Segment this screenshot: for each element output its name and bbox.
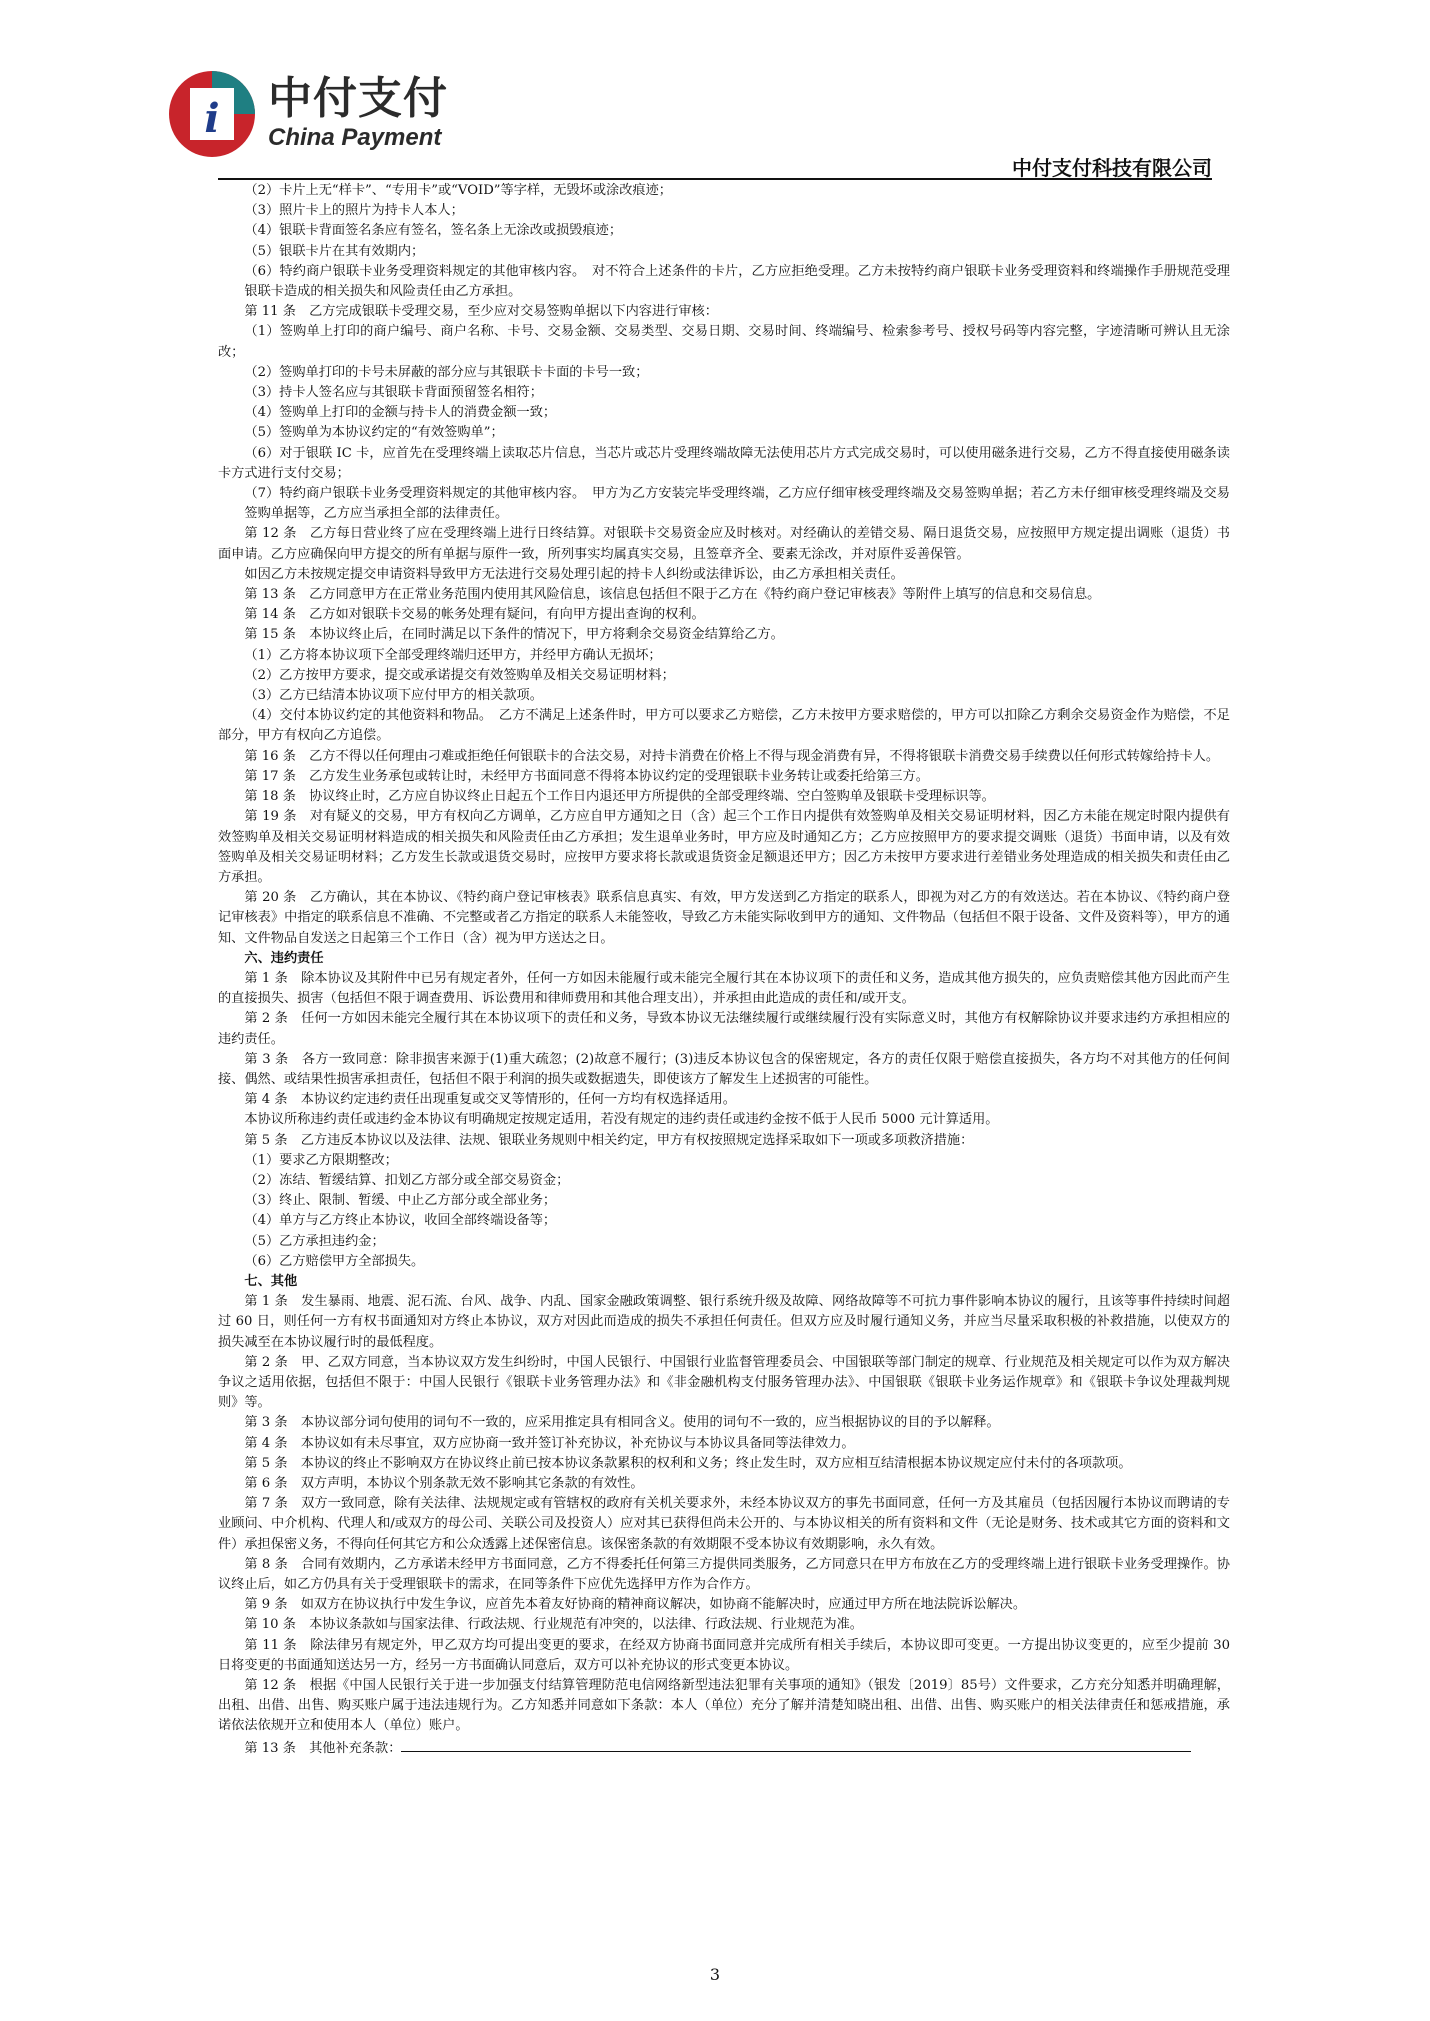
clause-paragraph: （1）签购单上打印的商户编号、商户名称、卡号、交易金额、交易类型、交易日期、交易时间、终端编号、检索参考号、授权号码等内容完整，字迹清晰可辨认且无涂改； — [218, 324, 1230, 360]
clause-paragraph: 第 11 条 乙方完成银联卡受理交易，至少应对交易签购单据以下内容进行审核： — [244, 304, 718, 320]
clause-paragraph: 第 12 条 乙方每日营业终了应在受理终端上进行日终结算。对银联卡交易资金应及时核对。对经确认的差错交易、隔日退货交易，应按照甲方规定提出调账（退货）书面申请。乙方应确保向甲方提交的所有单据与原件一致，所列事实均属真实交易，且签章齐全、要素无涂改，并对原件妥善保管。 — [218, 526, 1230, 562]
clause-paragraph: （4）签购单上打印的金额与持卡人的消费金额一致； — [244, 405, 557, 421]
clause-paragraph: （5）乙方承担违约金； — [244, 1233, 385, 1249]
clause-paragraph: （7）特约商户银联卡业务受理资料规定的其他审核内容。 甲方为乙方安装完毕受理终端，乙方应仔细审核受理终端及交易签购单据；若乙方未仔细审核受理终端及交易签购单据等，乙方应当承担全部的法律责任。 — [244, 486, 1230, 522]
clause-paragraph: （6）对于银联 IC 卡，应首先在受理终端上读取芯片信息，当芯片或芯片受理终端故障无法使用芯片方式完成交易时，可以使用磁条进行交易，乙方不得直接使用磁条读卡方式进行支付交易； — [218, 445, 1230, 481]
clause-paragraph: 如因乙方未按规定提交申请资料导致甲方无法进行交易处理引起的持卡人纠纷或法律诉讼，由乙方承担相关责任。 — [244, 566, 904, 582]
logo-mark-letter: i — [204, 95, 220, 142]
clause-paragraph: （5）签购单为本协议约定的“有效签购单”； — [244, 425, 504, 441]
clause-paragraph: 第 8 条 合同有效期内，乙方承诺未经甲方书面同意，乙方不得委托任何第三方提供同类服务，乙方同意只在甲方布放在乙方的受理终端上进行银联卡业务受理操作。协议终止后，如乙方仍具有关于受理银联卡的需求，在同等条件下应优先选择甲方作为合作方。 — [218, 1556, 1230, 1593]
clause-paragraph: 第 16 条 乙方不得以任何理由刁难或拒绝任何银联卡的合法交易，对持卡消费在价格上不得与现金消费有异，不得将银联卡消费交易手续费以任何形式转嫁给持卡人。 — [244, 748, 1220, 764]
agreement-body — [218, 181, 1230, 1876]
clause-paragraph: （4）交付本协议约定的其他资料和物品。 乙方不满足上述条件时，甲方可以要求乙方赔偿，乙方未按甲方要求赔偿的，甲方可以扣除乙方剩余交易资金作为赔偿，不足部分，甲方有权向乙方追偿。 — [218, 708, 1230, 744]
logo-english-name: China Payment — [268, 124, 442, 151]
clause-paragraph: （2）乙方按甲方要求，提交或承诺提交有效签购单及相关交易证明材料； — [244, 667, 675, 683]
china-payment-logo-icon — [168, 70, 256, 158]
clause-paragraph: 第 11 条 除法律另有规定外，甲乙双方均可提出变更的要求，在经双方协商书面同意并完成所有相关手续后，本协议即可变更。一方提出协议变更的，应至少提前 30 日将变更的书面通知送达另一方，经另一方书面确认同意后，双方可以补充协议的形式变更本协议。 — [218, 1637, 1230, 1673]
company-logo — [168, 70, 468, 160]
clause-paragraph: 第 1 条 除本协议及其附件中已另有规定者外，任何一方如因未能履行或未能完全履行其在本协议项下的责任和义务，造成其他方损失的，应负责赔偿其他方因此而产生的直接损失、损害（包括但不限于调查费用、诉讼费用和律师费用和其他合理支出），并承担由此造成的责任和/或开支。 — [218, 970, 1230, 1007]
clause-paragraph: （2）签购单打印的卡号未屏蔽的部分应与其银联卡卡面的卡号一致； — [244, 364, 649, 380]
clause-paragraph: 本协议所称违约责任或违约金本协议有明确规定按规定适用，若没有规定的违约责任或违约金按不低于人民币 5000 元计算适用。 — [244, 1112, 999, 1128]
clause-paragraph: 第 5 条 乙方违反本协议以及法律、法规、银联业务规则中相关约定，甲方有权按照规定选择采取如下一项或多项救济措施： — [244, 1132, 974, 1148]
clause-paragraph: （2）冻结、暂缓结算、扣划乙方部分或全部交易资金； — [244, 1172, 570, 1188]
company-name: 中付支付科技有限公司 — [1012, 156, 1212, 180]
clause-paragraph: （3）持卡人签名应与其银联卡背面预留签名相符； — [244, 385, 543, 401]
supplementary-clause-label: 第 13 条 其他补充条款： — [244, 1740, 402, 1756]
supplementary-clause — [218, 1737, 1230, 1759]
section-heading: 六、违约责任 — [244, 950, 324, 966]
supplementary-blank-line[interactable] — [401, 1737, 1191, 1752]
clause-paragraph: 第 6 条 双方声明，本协议个别条款无效不影响其它条款的有效性。 — [244, 1476, 644, 1491]
clause-paragraph: （6）乙方赔偿甲方全部损失。 — [244, 1253, 425, 1269]
clause-paragraph: （1）乙方将本协议项下全部受理终端归还甲方，并经甲方确认无损坏； — [244, 647, 662, 663]
clause-paragraph: 第 2 条 甲、乙双方同意，当本协议双方发生纠纷时，中国人民银行、中国银行业监督管理委员会、中国银联等部门制定的规章、行业规范及相关规定可以作为双方解决争议之适用依据，包括但不限于：中国人民银行《银联卡业务管理办法》和《非金融机构支付服务管理办法》、中国银联《银联卡业务运作规章》和《银联卡争议处理裁判规则》等。 — [218, 1354, 1230, 1411]
clause-paragraph: 第 17 条 乙方发生业务承包或转让时，未经甲方书面同意不得将本协议约定的受理银联卡业务转让或委托给第三方。 — [244, 768, 929, 784]
clause-paragraph: 第 4 条 本协议如有未尽事宜，双方应协商一致并签订补充协议，补充协议与本协议具备同等法律效力。 — [244, 1435, 855, 1451]
header-rule — [218, 178, 1212, 180]
clause-paragraph: （1）要求乙方限期整改； — [244, 1152, 398, 1168]
clause-paragraph: 第 3 条 本协议部分词句使用的词句不一致的，应采用推定具有相同含义。使用的词句不一致的，应当根据协议的目的予以解释。 — [244, 1415, 1000, 1431]
logo-chinese-name: 中付支付 — [268, 73, 448, 124]
clause-paragraph: 第 7 条 双方一致同意，除有关法律、法规规定或有管辖权的政府有关机关要求外，未经本协议双方的事先书面同意，任何一方及其雇员（包括因履行本协议而聘请的专业顾问、中介机构、代理人和/或双方的母公司、关联公司及投资人）应对其已获得但尚未公开的、与本协议相关的所有资料和文件（无论是财务、技术或其它方面的资料和文件）承担保密义务，不得向任何其它方和公众透露上述保密信息。该保密条款的有效期限不受本协议有效期影响，永久有效。 — [218, 1496, 1230, 1552]
clause-paragraph: 第 18 条 协议终止时，乙方应自协议终止日起五个工作日内退还甲方所提供的全部受理终端、空白签购单及银联卡受理标识等。 — [244, 789, 995, 805]
page-number: 3 — [709, 1965, 721, 1984]
section-heading: 七、其他 — [244, 1273, 298, 1289]
clause-paragraph: 第 19 条 对有疑义的交易，甲方有权向乙方调单，乙方应自甲方通知之日（含）起三个工作日内提供有效签购单及相关交易证明材料，因乙方未能在规定时限内提供有效签购单及相关交易证明材料造成的相关损失和风险责任由乙方承担；发生退单业务时，甲方应及时通知乙方；乙方应按照甲方的要求提交调账（退货）书面申请，以及有效签购单及相关交易证明材料；乙方发生长款或退货交易时，应按甲方要求将长款或退货资金足额退还甲方；因乙方未按甲方要求进行差错业务处理造成的相关损失和责任由乙方承担。 — [218, 809, 1230, 885]
clause-paragraph: （3）终止、限制、暂缓、中止乙方部分或全部业务； — [244, 1193, 557, 1209]
clause-paragraph: 第 4 条 本协议约定违约责任出现重复或交叉等情形的，任何一方均有权选择适用。 — [244, 1092, 736, 1108]
clause-paragraph: 第 1 条 发生暴雨、地震、泥石流、台风、战争、内乱、国家金融政策调整、银行系统升级及故障、网络故障等不可抗力事件影响本协议的履行，且该等事件持续时间超过 60 日，则任何一方有权书面通知对方终止本协议，双方对因此而造成的损失不承担任何责任。但双方应及时履行通知义务，并应当尽量采取积极的补救措施，以使双方的损失减至在本协议履行时的最低程度。 — [218, 1294, 1230, 1350]
clause-paragraph: 第 9 条 如双方在协议执行中发生争议，应首先本着友好协商的精神商议解决，如协商不能解决时，应通过甲方所在地法院诉讼解决。 — [244, 1597, 1027, 1613]
clause-paragraph: （2）卡片上无“样卡”、“专用卡”或“VOID”等字样，无毁坏或涂改痕迹； — [244, 183, 672, 198]
clause-paragraph: （3）照片卡上的照片为持卡人本人； — [244, 203, 464, 219]
clause-paragraph: 第 5 条 本协议的终止不影响双方在协议终止前已按本协议条款累积的权利和义务；终止发生时，双方应相互结清根据本协议规定应付未付的各项款项。 — [244, 1455, 1132, 1471]
clause-paragraph: （4）银联卡背面签名条应有签名，签名条上无涂改或损毁痕迹； — [244, 223, 623, 239]
clause-paragraph: 第 20 条 乙方确认，其在本协议、《特约商户登记审核表》联系信息真实、有效，甲方发送到乙方指定的联系人，即视为对乙方的有效送达。若在本协议、《特约商户登记审核表》中指定的联系信息不准确、不完整或者乙方指定的联系人未能签收，导致乙方未能实际收到甲方的通知、文件物品（包括但不限于设备、文件及资料等），甲方的通知、文件物品自发送之日起第三个工作日（含）视为甲方送达之日。 — [218, 890, 1230, 946]
clause-paragraph: （5）银联卡片在其有效期内； — [244, 243, 425, 259]
clause-paragraph: 第 2 条 任何一方如因未能完全履行其在本协议项下的责任和义务，导致本协议无法继续履行或继续履行没有实际意义时，其他方有权解除协议并要求违约方承担相应的违约责任。 — [218, 1011, 1230, 1047]
clause-paragraph: 第 13 条 乙方同意甲方在正常业务范围内使用其风险信息，该信息包括但不限于乙方在《特约商户登记审核表》等附件上填写的信息和交易信息。 — [244, 587, 1101, 603]
clause-paragraph: （4）单方与乙方终止本协议，收回全部终端设备等； — [244, 1213, 557, 1229]
clause-paragraph: 第 15 条 本协议终止后，在同时满足以下条件的情况下，甲方将剩余交易资金结算给乙方。 — [244, 627, 784, 643]
clause-paragraph: 第 12 条 根据《中国人民银行关于进一步加强支付结算管理防范电信网络新型违法犯罪有关事项的通知》（银发〔2019〕85号）文件要求，乙方充分知悉并明确理解，出租、出借、出售、购买账户属于违法违规行为。乙方知悉并同意如下条款：本人（单位）充分了解并清楚知晓出租、出借、出售、购买账户的相关法律责任和惩戒措施，承诺依法依规开立和使用本人（单位）账户。 — [218, 1678, 1230, 1734]
clause-paragraph: 第 14 条 乙方如对银联卡交易的帐务处理有疑问，有向甲方提出查询的权利。 — [244, 607, 705, 623]
clause-paragraph: （6）特约商户银联卡业务受理资料规定的其他审核内容。 对不符合上述条件的卡片，乙方应拒绝受理。乙方未按特约商户银联卡业务受理资料和终端操作手册规范受理银联卡造成的相关损失和风险责任由乙方承担。 — [244, 263, 1230, 300]
clause-paragraph: （3）乙方已结清本协议项下应付甲方的相关款项。 — [244, 688, 543, 704]
clause-paragraph: 第 3 条 各方一致同意：除非损害来源于(1)重大疏忽；(2)故意不履行；(3)违反本协议包含的保密规定，各方的责任仅限于赔偿直接损失，各方均不对其他方的任何间接、偶然、或结果性损害承担责任，包括但不限于利润的损失或数据遗失，即使该方了解发生上述损害的可能性。 — [218, 1051, 1230, 1087]
clause-paragraph: 第 10 条 本协议条款如与国家法律、行政法规、行业规范有冲突的，以法律、行政法规、行业规范为准。 — [244, 1617, 863, 1633]
